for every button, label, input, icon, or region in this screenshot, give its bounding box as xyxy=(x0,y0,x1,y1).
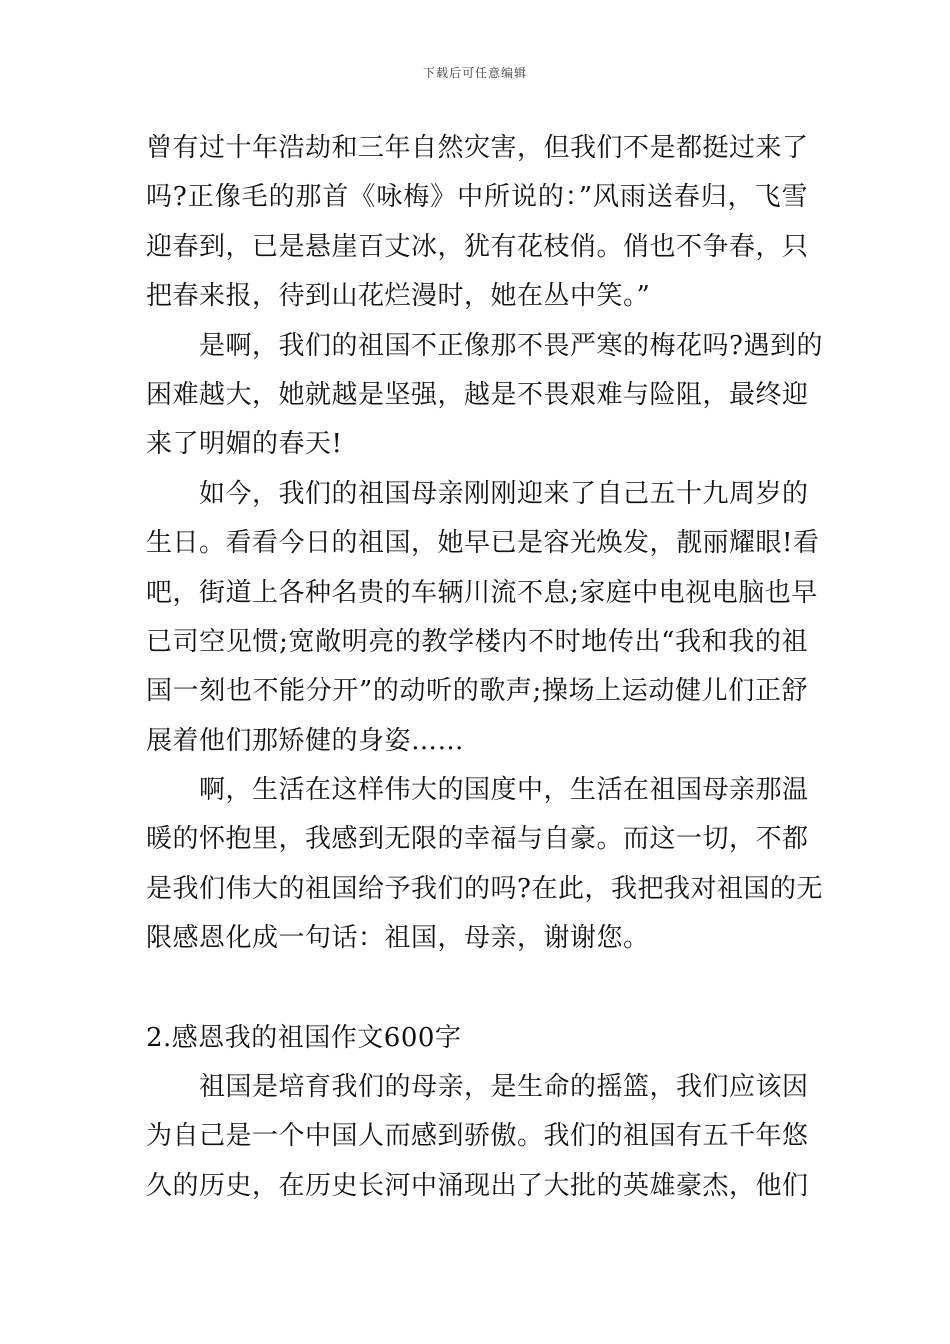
text-line: 迎春到，已是悬崖百丈冰，犹有花枝俏。俏也不争春，只 xyxy=(146,231,809,262)
text-line: 来了明媚的春天! xyxy=(146,429,343,460)
text-line: 曾有过十年浩劫和三年自然灾害，但我们不是都挺过来了 xyxy=(146,133,809,163)
blank-line xyxy=(146,964,808,1014)
text-line: 吧，街道上各种名贵的车辆川流不息;家庭中电视电脑也早 xyxy=(146,577,818,608)
text-line: 暖的怀抱里，我感到无限的幸福与自豪。而这一切，不都 xyxy=(146,824,809,855)
text-line: 祖国是培育我们的母亲，是生命的摇篮，我们应该因 xyxy=(146,1072,809,1103)
document-body xyxy=(146,124,823,1211)
page-header: 下载后可任意编辑 xyxy=(422,66,527,80)
text-line: 吗?正像毛的那首《咏梅》中所说的：”风雨送春归，飞雪 xyxy=(146,182,808,213)
text-line: 把春来报，待到山花烂漫时，她在丛中笑。” xyxy=(146,281,651,312)
text-line: 如今，我们的祖国母亲刚刚迎来了自己五十九周岁的 xyxy=(146,478,809,509)
text-line: 限感恩化成一句话：祖国，母亲，谢谢您。 xyxy=(146,923,650,954)
text-line: 是我们伟大的祖国给予我们的吗?在此，我把我对祖国的无 xyxy=(146,873,823,904)
text-line: 国一刻也不能分开”的动听的歌声;操场上运动健儿们正舒 xyxy=(146,676,808,707)
text-line: 为自己是一个中国人而感到骄傲。我们的祖国有五千年悠 xyxy=(146,1121,809,1152)
paragraph xyxy=(146,1063,808,1211)
section-heading-text: 2.感恩我的祖国作文600字 xyxy=(146,1022,462,1053)
text-line: 展着他们那矫健的身姿…… xyxy=(146,725,465,756)
text-line: 已司空见惯;宽敞明亮的教学楼内不时地传出“我和我的祖 xyxy=(146,626,808,657)
paragraph xyxy=(146,470,820,766)
paragraph xyxy=(146,322,823,470)
text-line: 久的历史，在历史长河中涌现出了大批的英雄豪杰，他们 xyxy=(146,1170,809,1201)
text-line: 困难越大，她就越是坚强，越是不畏艰难与险阻，最终迎 xyxy=(146,379,809,410)
text-line: 是啊，我们的祖国不正像那不畏严寒的梅花吗?遇到的 xyxy=(146,330,823,361)
paragraph xyxy=(146,766,823,964)
text-line: 生日。看看今日的祖国，她早已是容光焕发，靓丽耀眼!看 xyxy=(146,528,820,559)
paragraph xyxy=(146,124,808,322)
section-heading xyxy=(146,1014,808,1063)
text-line: 啊，生活在这样伟大的国度中，生活在祖国母亲那温 xyxy=(146,775,809,806)
